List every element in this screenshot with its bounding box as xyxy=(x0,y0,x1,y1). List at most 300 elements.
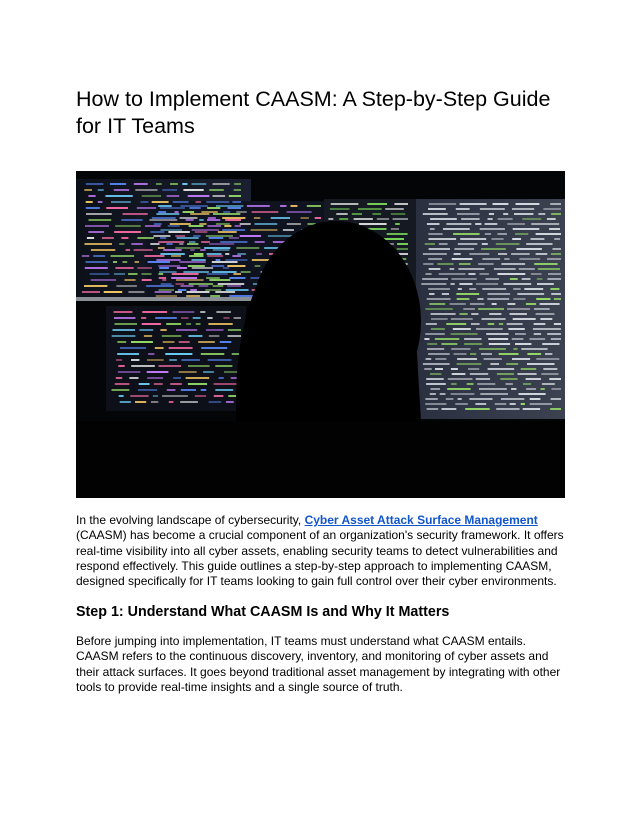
code-line-texture xyxy=(114,273,125,275)
code-line-texture xyxy=(134,183,148,185)
code-line-texture xyxy=(479,348,506,350)
code-line-texture xyxy=(213,285,224,287)
code-line-texture xyxy=(541,373,558,375)
code-line-texture xyxy=(264,247,278,249)
code-line-texture xyxy=(513,298,525,300)
code-line-texture xyxy=(431,388,441,390)
code-line-texture xyxy=(175,291,182,293)
code-line-texture xyxy=(187,243,198,245)
code-line-texture xyxy=(241,271,251,273)
code-line-texture xyxy=(201,389,207,391)
code-line-texture xyxy=(150,231,164,233)
code-line-texture xyxy=(128,291,144,293)
code-line-texture xyxy=(216,259,221,261)
code-line-texture xyxy=(86,201,93,203)
code-line-texture xyxy=(192,183,207,185)
code-line-texture xyxy=(224,225,231,227)
code-line-texture xyxy=(163,341,175,343)
code-line-texture xyxy=(134,249,153,251)
code-line-texture xyxy=(429,293,434,295)
code-line-texture xyxy=(170,383,182,385)
code-line-texture xyxy=(85,243,113,245)
code-line-texture xyxy=(521,368,537,370)
code-line-texture xyxy=(336,213,347,215)
code-line-texture xyxy=(84,189,92,191)
code-line-texture xyxy=(82,291,100,293)
code-line-texture xyxy=(158,241,184,243)
code-line-texture xyxy=(160,329,166,331)
code-line-texture xyxy=(106,207,128,209)
code-line-texture xyxy=(247,205,270,207)
code-line-texture xyxy=(175,235,185,237)
code-line-texture xyxy=(469,398,492,400)
code-line-texture xyxy=(469,253,489,255)
code-line-texture xyxy=(451,333,478,335)
code-line-texture xyxy=(384,238,404,240)
code-line-texture xyxy=(223,317,229,319)
code-line-texture xyxy=(255,265,261,267)
code-line-texture xyxy=(171,255,181,257)
code-line-texture xyxy=(450,303,466,305)
code-line-texture xyxy=(85,225,109,227)
code-line-texture xyxy=(141,317,146,319)
code-line-texture xyxy=(531,223,559,225)
code-line-texture xyxy=(460,203,487,205)
code-line-texture xyxy=(537,283,554,285)
code-line-texture xyxy=(156,183,162,185)
code-line-texture xyxy=(451,393,475,395)
code-line-texture xyxy=(112,389,130,391)
code-line-texture xyxy=(209,189,224,191)
code-line-texture xyxy=(522,278,531,280)
code-line-texture xyxy=(521,403,525,405)
code-line-texture xyxy=(196,323,201,325)
code-line-texture xyxy=(291,205,298,207)
code-line-texture xyxy=(358,208,382,210)
code-line-texture xyxy=(190,249,194,251)
code-line-texture xyxy=(451,368,458,370)
code-line-texture xyxy=(131,341,153,343)
code-line-texture xyxy=(179,341,190,343)
code-line-texture xyxy=(428,208,446,210)
code-line-texture xyxy=(478,263,494,265)
code-line-texture xyxy=(106,195,133,197)
code-line-texture xyxy=(430,393,436,395)
code-line-texture xyxy=(235,225,241,227)
code-line-texture xyxy=(530,338,546,340)
code-line-texture xyxy=(493,203,509,205)
code-line-texture xyxy=(131,365,155,367)
code-line-texture xyxy=(397,243,408,245)
code-line-texture xyxy=(153,395,158,397)
code-line-texture xyxy=(210,295,220,297)
code-line-texture xyxy=(435,368,443,370)
code-line-texture xyxy=(526,303,536,305)
code-line-texture xyxy=(526,388,536,390)
code-line-texture xyxy=(147,359,164,361)
code-line-texture xyxy=(222,217,245,219)
code-line-texture xyxy=(180,401,198,403)
code-line-texture xyxy=(176,279,204,281)
code-line-texture xyxy=(513,288,521,290)
code-line-texture xyxy=(307,205,321,207)
code-line-texture xyxy=(519,393,546,395)
code-line-texture xyxy=(429,238,457,240)
code-line-texture xyxy=(219,377,224,379)
code-line-texture xyxy=(128,273,137,275)
code-line-texture xyxy=(215,291,235,293)
code-line-texture xyxy=(507,323,523,325)
code-line-texture xyxy=(140,329,154,331)
code-line-texture xyxy=(232,201,241,203)
code-line-texture xyxy=(207,219,220,221)
code-line-texture xyxy=(226,401,234,403)
code-line-texture xyxy=(179,371,197,373)
code-line-texture xyxy=(183,189,203,191)
code-line-texture xyxy=(510,278,518,280)
code-line-texture xyxy=(189,241,195,243)
code-line-texture xyxy=(551,213,561,215)
code-line-texture xyxy=(199,285,209,287)
code-line-texture xyxy=(167,389,176,391)
code-line-texture xyxy=(498,218,513,220)
code-line-texture xyxy=(463,308,475,310)
code-line-texture xyxy=(540,303,560,305)
code-line-texture xyxy=(500,378,517,380)
code-line-texture xyxy=(527,363,555,365)
code-line-texture xyxy=(121,219,142,221)
code-line-texture xyxy=(504,283,532,285)
code-line-texture xyxy=(187,291,210,293)
code-line-texture xyxy=(179,261,205,263)
code-line-texture xyxy=(452,373,466,375)
code-line-texture xyxy=(82,255,90,257)
code-line-texture xyxy=(464,338,481,340)
code-line-texture xyxy=(181,359,200,361)
code-line-texture xyxy=(205,289,221,291)
code-line-texture xyxy=(131,243,142,245)
code-line-texture xyxy=(178,289,186,291)
code-line-texture xyxy=(492,303,497,305)
code-line-texture xyxy=(425,308,452,310)
code-line-texture xyxy=(201,211,217,213)
code-line-texture xyxy=(428,233,442,235)
code-line-texture xyxy=(536,298,550,300)
code-line-texture xyxy=(551,253,561,255)
code-line-texture xyxy=(550,203,561,205)
code-line-texture xyxy=(427,223,440,225)
code-line-texture xyxy=(148,261,170,263)
code-line-texture xyxy=(102,237,114,239)
code-line-texture xyxy=(451,278,476,280)
code-line-texture xyxy=(488,218,493,220)
code-line-texture xyxy=(152,201,169,203)
code-line-texture xyxy=(536,253,548,255)
code-line-texture xyxy=(159,277,166,279)
code-line-texture xyxy=(507,308,530,310)
code-line-texture xyxy=(531,238,545,240)
step-1-paragraph: Before jumping into implementation, IT teams must understand what CAASM entails. CAASM refers to the continuous discovery, inventory, and monitoring of cyber assets and their attack surfaces. It goes beyond traditional asset management by integrating with other tools to provide real-time insights and a single source of truth. xyxy=(76,634,561,694)
code-line-texture xyxy=(153,235,170,237)
code-line-texture xyxy=(166,323,181,325)
code-line-texture xyxy=(142,311,167,313)
code-line-texture xyxy=(110,183,126,185)
code-line-texture xyxy=(206,235,233,237)
code-line-texture xyxy=(530,398,541,400)
code-line-texture xyxy=(423,253,447,255)
code-line-texture xyxy=(527,353,541,355)
code-line-texture xyxy=(553,248,562,250)
code-line-texture xyxy=(207,317,212,319)
code-line-texture xyxy=(155,317,177,319)
code-line-texture xyxy=(454,353,467,355)
code-line-texture xyxy=(516,248,542,250)
code-line-texture xyxy=(160,237,166,239)
code-line-texture xyxy=(158,211,166,213)
code-line-texture xyxy=(203,371,214,373)
code-line-texture xyxy=(423,213,448,215)
code-line-texture xyxy=(534,263,557,265)
code-line-texture xyxy=(169,347,193,349)
code-line-texture xyxy=(459,283,472,285)
code-line-texture xyxy=(172,273,199,275)
code-line-texture xyxy=(280,205,286,207)
code-line-texture xyxy=(534,308,550,310)
code-line-texture xyxy=(86,183,104,185)
code-line-texture xyxy=(446,323,466,325)
code-line-texture xyxy=(142,195,161,197)
code-line-texture xyxy=(428,353,450,355)
code-line-texture xyxy=(457,363,482,365)
code-line-texture xyxy=(206,201,229,203)
code-line-texture xyxy=(548,273,561,275)
code-line-texture xyxy=(145,225,161,227)
code-line-texture xyxy=(464,343,482,345)
code-line-texture xyxy=(98,189,104,191)
code-line-texture xyxy=(456,208,470,210)
code-line-texture xyxy=(512,358,530,360)
code-line-texture xyxy=(446,398,454,400)
code-line-texture xyxy=(450,268,455,270)
code-line-texture xyxy=(385,208,404,210)
code-line-texture xyxy=(88,231,104,233)
code-line-texture xyxy=(215,389,233,391)
code-line-texture xyxy=(225,259,247,261)
code-line-texture xyxy=(421,283,446,285)
code-line-texture xyxy=(391,213,405,215)
code-line-texture xyxy=(468,368,479,370)
code-line-texture xyxy=(547,218,556,220)
code-line-texture xyxy=(359,223,387,225)
code-line-texture xyxy=(149,219,177,221)
code-line-texture xyxy=(435,338,460,340)
code-line-texture xyxy=(480,208,505,210)
code-line-texture xyxy=(534,333,541,335)
intro-text-before-link: In the evolving landscape of cybersecurity, xyxy=(76,513,305,527)
code-line-texture xyxy=(497,373,514,375)
code-line-texture xyxy=(481,353,492,355)
code-line-texture xyxy=(207,255,223,257)
code-line-texture xyxy=(159,289,174,291)
code-line-texture xyxy=(130,395,148,397)
code-line-texture xyxy=(497,273,525,275)
code-line-texture xyxy=(439,243,448,245)
code-line-texture xyxy=(426,323,437,325)
code-line-texture xyxy=(530,403,552,405)
code-line-texture xyxy=(513,348,517,350)
code-line-texture xyxy=(458,243,478,245)
code-line-texture xyxy=(430,218,457,220)
code-line-texture xyxy=(115,383,130,385)
code-line-texture xyxy=(512,238,521,240)
code-line-texture xyxy=(481,248,506,250)
code-line-texture xyxy=(451,383,457,385)
code-line-texture xyxy=(116,359,122,361)
code-line-texture xyxy=(536,358,559,360)
code-line-texture xyxy=(229,277,245,279)
code-line-texture xyxy=(209,237,224,239)
code-line-texture xyxy=(451,318,473,320)
code-line-texture xyxy=(521,348,547,350)
code-line-texture xyxy=(236,247,259,249)
code-line-texture xyxy=(446,223,471,225)
code-line-texture xyxy=(141,201,149,203)
code-line-texture xyxy=(223,211,230,213)
code-line-texture xyxy=(115,267,133,269)
code-line-texture xyxy=(173,201,189,203)
code-line-texture xyxy=(151,401,158,403)
code-line-texture xyxy=(537,278,543,280)
code-line-texture xyxy=(131,359,139,361)
code-line-texture xyxy=(487,298,509,300)
code-line-texture xyxy=(234,189,241,191)
code-line-texture xyxy=(511,388,516,390)
code-line-texture xyxy=(213,249,230,251)
code-line-texture xyxy=(454,248,474,250)
code-line-texture xyxy=(86,207,100,209)
code-line-texture xyxy=(163,249,181,251)
code-line-texture xyxy=(121,237,128,239)
code-line-texture xyxy=(431,313,456,315)
code-line-texture xyxy=(453,233,480,235)
code-line-texture xyxy=(550,408,561,410)
code-line-texture xyxy=(93,255,105,257)
code-line-texture xyxy=(457,358,477,360)
code-line-texture xyxy=(498,233,507,235)
code-line-texture xyxy=(480,228,505,230)
code-line-texture xyxy=(227,265,245,267)
code-line-texture xyxy=(226,289,249,291)
code-line-texture xyxy=(233,273,241,275)
code-line-texture xyxy=(123,213,148,215)
code-line-texture xyxy=(169,359,177,361)
code-line-texture xyxy=(377,218,389,220)
code-line-texture xyxy=(139,383,150,385)
code-line-texture xyxy=(506,363,518,365)
code-line-texture xyxy=(515,233,528,235)
code-line-texture xyxy=(165,353,192,355)
code-line-texture xyxy=(229,195,241,197)
code-line-texture xyxy=(469,288,476,290)
code-line-texture xyxy=(447,388,470,390)
code-line-texture xyxy=(186,295,200,297)
code-line-texture xyxy=(223,267,229,269)
code-line-texture xyxy=(181,389,196,391)
code-line-texture xyxy=(271,217,290,219)
code-line-texture xyxy=(488,338,508,340)
code-line-texture xyxy=(214,383,239,385)
code-line-texture xyxy=(540,318,552,320)
code-line-texture xyxy=(489,313,501,315)
code-line-texture xyxy=(480,273,489,275)
code-line-texture xyxy=(475,223,481,225)
code-line-texture xyxy=(206,277,220,279)
code-line-texture xyxy=(208,217,216,219)
code-line-texture xyxy=(499,323,503,325)
code-line-texture xyxy=(158,247,165,249)
code-line-texture xyxy=(330,208,350,210)
code-line-texture xyxy=(194,253,204,255)
code-line-texture xyxy=(85,267,108,269)
code-line-texture xyxy=(161,283,172,285)
code-line-texture xyxy=(216,223,230,225)
code-line-texture xyxy=(160,229,182,231)
code-line-texture xyxy=(489,343,510,345)
code-line-texture xyxy=(88,195,95,197)
code-line-texture xyxy=(162,279,166,281)
caasm-link[interactable]: Cyber Asset Attack Surface Management xyxy=(304,513,538,527)
code-line-texture xyxy=(234,317,241,319)
code-line-texture xyxy=(507,223,525,225)
code-line-texture xyxy=(193,235,200,237)
code-line-texture xyxy=(180,217,198,219)
code-line-texture xyxy=(256,253,262,255)
page-title: How to Implement CAASM: A Step-by-Step Guide for IT Teams xyxy=(76,87,551,138)
code-line-texture xyxy=(225,219,241,221)
code-line-texture xyxy=(331,203,359,205)
code-line-texture xyxy=(471,323,480,325)
code-line-texture xyxy=(180,205,208,207)
code-line-texture xyxy=(501,398,524,400)
code-line-texture xyxy=(181,317,189,319)
code-line-texture xyxy=(144,335,152,337)
code-line-texture xyxy=(206,329,224,331)
code-line-texture xyxy=(169,401,174,403)
code-line-texture xyxy=(251,229,278,231)
code-line-texture xyxy=(461,218,480,220)
code-line-texture xyxy=(195,231,208,233)
code-line-texture xyxy=(429,268,441,270)
code-line-texture xyxy=(188,195,210,197)
code-line-texture xyxy=(395,223,400,225)
code-line-texture xyxy=(220,341,232,343)
code-line-texture xyxy=(510,313,527,315)
code-line-texture xyxy=(477,383,495,385)
code-line-texture xyxy=(441,343,457,345)
code-line-texture xyxy=(283,229,294,231)
code-line-texture xyxy=(427,343,437,345)
code-line-texture xyxy=(116,285,136,287)
code-line-texture xyxy=(222,229,245,231)
code-line-texture xyxy=(156,259,180,261)
hero-image xyxy=(76,171,565,498)
code-line-texture xyxy=(486,278,500,280)
code-line-texture xyxy=(328,218,333,220)
code-line-texture xyxy=(427,408,439,410)
code-line-texture xyxy=(190,289,197,291)
code-line-texture xyxy=(479,388,507,390)
code-line-texture xyxy=(117,341,126,343)
